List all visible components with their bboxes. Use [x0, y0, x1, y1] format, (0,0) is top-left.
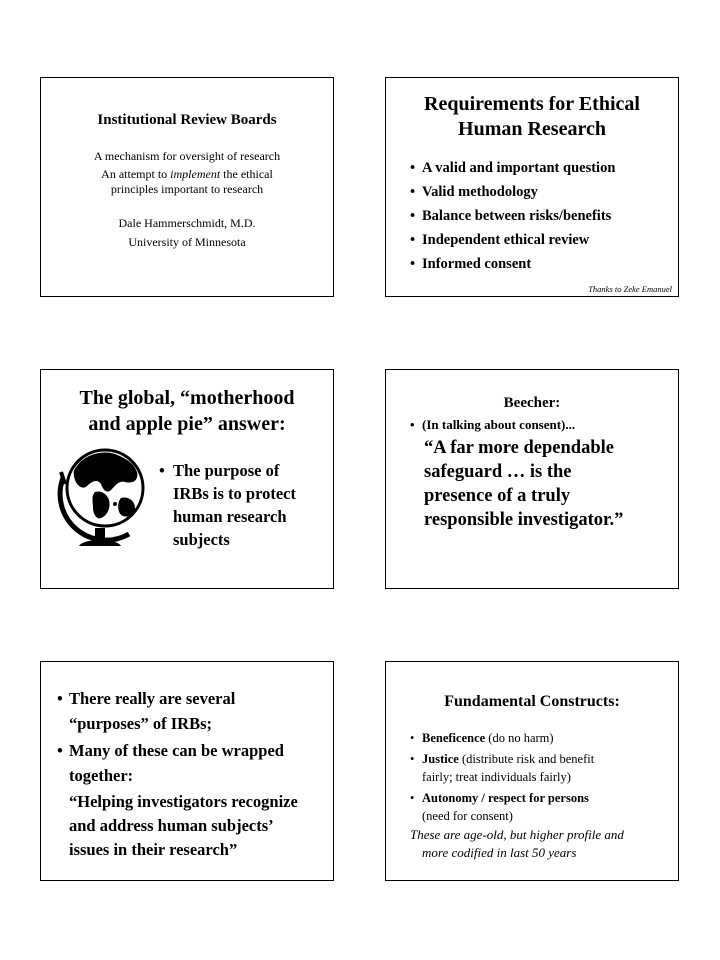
item-term: Beneficence: [422, 731, 486, 745]
slide-5-bullet-2: [57, 738, 284, 788]
bullet-icon: •: [410, 791, 415, 805]
list-item-text: A valid and important question: [422, 160, 616, 176]
slide-3-title: [41, 385, 333, 437]
slide-4-quote-line-4: responsible investigator.”: [424, 510, 624, 530]
slide-5-bullet-1: [57, 686, 235, 736]
slide-3-title-line-2: and apple pie” answer:: [88, 413, 286, 435]
slide-6-title: Fundamental Constructs:: [444, 693, 620, 710]
slide-4-quote: [424, 436, 623, 532]
list-item-text: Informed consent: [422, 256, 532, 272]
list-item: [410, 180, 675, 204]
globe-stem: [95, 528, 105, 538]
slide-1-affiliation: University of Minnesota: [128, 235, 246, 249]
slide-5-quote: [69, 790, 298, 862]
slide-1-title: Institutional Review Boards: [97, 112, 277, 128]
slide-1-line-3: principles important to research: [110, 182, 264, 196]
slide-3-bullet-line-1: [159, 459, 296, 482]
item-description: (distribute risk and benefit: [458, 752, 595, 766]
list-item: [410, 252, 675, 276]
bullet-icon: •: [410, 731, 415, 745]
slide-3-bullet-line-3: human research: [173, 507, 287, 526]
slide-5-quote-line-2: and address human subjects’: [69, 816, 274, 835]
list-item: [410, 204, 675, 228]
list-item: [410, 228, 675, 252]
list-item: [410, 156, 675, 180]
slide-3-bullet-text-1: The purpose of: [173, 461, 280, 480]
slide-2-bullets: [410, 156, 675, 276]
item-term: Autonomy / respect for persons: [422, 791, 589, 805]
bullet-icon: •: [57, 741, 63, 760]
list-item: [410, 789, 672, 825]
slide-4-bullet-text: (In talking about consent)...: [422, 417, 576, 432]
slide-4-quote-line-1: “A far more dependable: [424, 438, 614, 458]
slide-2-credit: Thanks to Zeke Emanuel: [588, 284, 672, 294]
slide-5: [40, 661, 334, 881]
list-item: [410, 729, 672, 747]
slide-1-author: Dale Hammerschmidt, M.D.: [118, 216, 256, 230]
bullet-icon: •: [410, 160, 416, 176]
bullet-icon: •: [410, 752, 415, 766]
slide-4-bullet: [410, 417, 575, 433]
list-item: [410, 750, 672, 786]
item-term: Justice: [422, 752, 459, 766]
slide-4-quote-line-3: presence of a truly: [424, 486, 571, 506]
slide-3-bullet-line-2: IRBs is to protect: [173, 484, 296, 503]
slide-5-quote-line-3: issues in their research”: [69, 840, 238, 859]
slide-6-note-line-2: more codified in last 50 years: [422, 845, 577, 860]
list-item-text: Balance between risks/benefits: [422, 208, 612, 224]
slide-5-bullet-2-text: Many of these can be wrapped: [69, 741, 284, 760]
bullet-icon: •: [410, 232, 416, 248]
item-description: (do no harm): [485, 731, 554, 745]
list-item-text: Valid methodology: [422, 184, 538, 200]
slide-6-note-line-1: These are age-old, but higher profile and: [410, 827, 624, 842]
slide-4: [385, 369, 679, 589]
slide-4-quote-line-2: safeguard … is the: [424, 462, 572, 482]
bullet-icon: •: [159, 461, 165, 480]
slide-1-line-1: A mechanism for oversight of research: [93, 149, 281, 163]
slide-1-line-2: [41, 167, 333, 182]
slide-3-bullet-line-4: subjects: [173, 530, 230, 549]
slide-6-note: [410, 826, 624, 862]
slide-4-title: Beecher:: [503, 395, 561, 411]
bullet-icon: •: [410, 417, 415, 432]
slide-6-items: [410, 729, 672, 825]
bullet-icon: •: [410, 256, 416, 272]
item-description-line-2: (need for consent): [422, 809, 513, 823]
slide-5-bullet-2-line-1: [57, 738, 284, 763]
slide-1-line-2-pre: An attempt to: [101, 167, 171, 181]
bullet-icon: •: [410, 184, 416, 200]
bullet-icon: •: [410, 208, 416, 224]
slide-3-title-line-1: The global, “motherhood: [79, 387, 295, 409]
bullet-icon: •: [57, 689, 63, 708]
globe-icon: [55, 438, 155, 552]
slide-5-bullet-1-line-2: “purposes” of IRBs;: [69, 714, 213, 733]
slide-3: [40, 369, 334, 589]
slide-5-quote-line-1: “Helping investigators recognize: [69, 792, 298, 811]
slide-1: [40, 77, 334, 297]
slide-2: [385, 77, 679, 297]
slide-5-bullet-1-text: There really are several: [69, 689, 236, 708]
slide-1-line-2-post: the ethical: [220, 167, 273, 181]
slide-2-title-line-1: Requirements for Ethical: [424, 93, 640, 115]
list-item-text: Independent ethical review: [422, 232, 590, 248]
slide-2-title-line-2: Human Research: [458, 118, 606, 140]
slide-5-bullet-2-line-2: together:: [69, 766, 134, 785]
slide-3-bullet: [159, 459, 296, 551]
item-description-line-2: fairly; treat individuals fairly): [422, 770, 571, 784]
slide-2-title: [386, 92, 678, 142]
slide-5-bullet-1-line-1: [57, 686, 235, 711]
slide-6: [385, 661, 679, 881]
slide-1-line-2-emphasis: implement: [170, 167, 221, 181]
globe-island: [113, 502, 117, 506]
